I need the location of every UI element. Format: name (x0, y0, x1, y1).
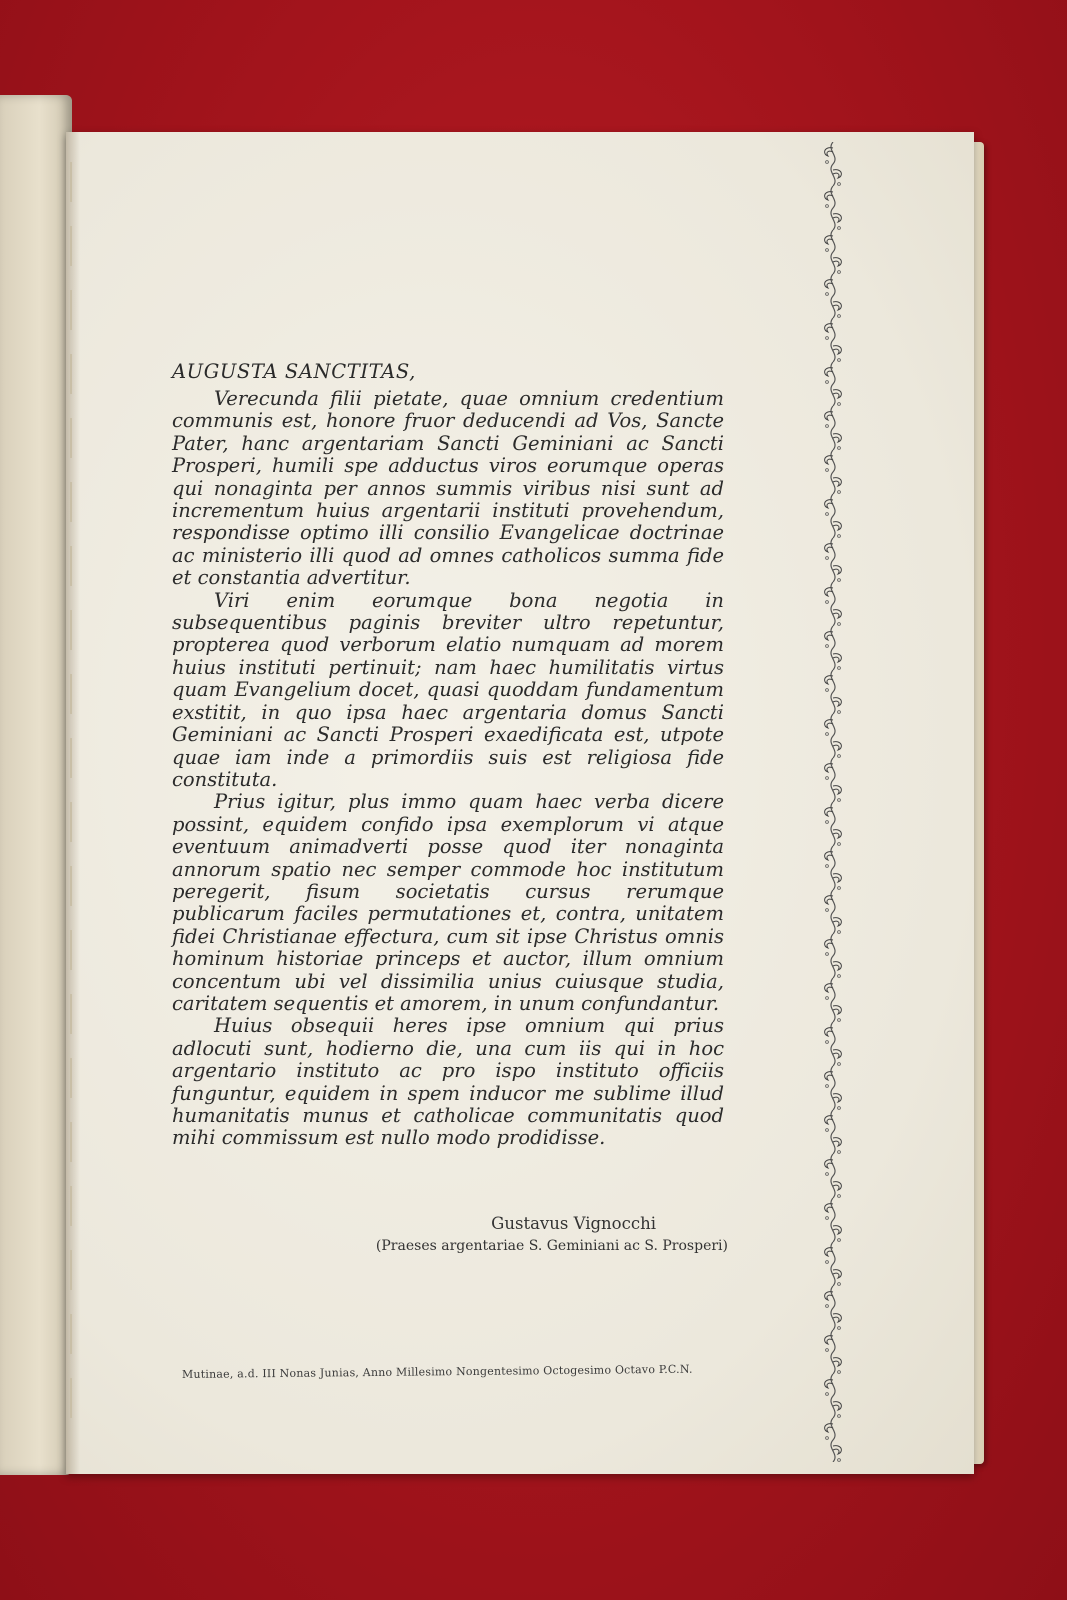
letter-paragraph-2: Viri enim eorumque bona negotia in subsequentibus paginis breviter ultro repetuntur, propterea quod verborum elatio numquam ad morem huius instituti pertinuit; nam haec humilitatis virtus quam Evangelium docet, quasi quoddam fundamentum exstitit, in quo ipsa haec argentaria domus Sancti Geminiani ac Sancti Prosperi exaedificata est, utpote quae iam inde a primordiis suis est religiosa fide constituta. (172, 588, 724, 791)
letter-body (172, 388, 724, 1150)
binding-stitches (68, 162, 74, 1442)
right-page (66, 132, 974, 1474)
letter-paragraph-4: Huius obsequii heres ipse omnium qui prius adlocuti sunt, hodierno die, una cum iis qui in hoc argentario instituto ac pro ispo instituto officiis funguntur, equidem in spem inducor me sublime illud humanitatis munus et catholicae communitatis quod mihi commissum est nullo modo prodidisse. (172, 1014, 724, 1150)
signature-role: (Praeses argentariae S. Geminiani ac S. Prosperi) (375, 1238, 728, 1254)
left-page (0, 95, 72, 1475)
signature-name: Gustavus Vignocchi (491, 1214, 656, 1233)
letter-paragraph-1: Verecunda filii pietate, quae omnium credentium communis est, honore fruor deducendi ad Vos, Sancte Pater, hanc argentariam Sancti Geminiani ac Sancti Prosperi, humili spe adductus viros eorumque operas qui nonaginta per annos summis viribus nisi sunt ad incrementum huius argentarii instituti provehendum, respondisse optimo illi consilio Evangelicae doctrinae ac ministerio illi quod ad omnes catholicos summa fide et constantia advertitur. (172, 387, 724, 590)
letter-paragraph-3: Prius igitur, plus immo quam haec verba dicere possint, equidem confido ipsa exemplorum vi atque eventuum animadverti posse quod iter nonaginta annorum spatio nec semper commode hoc institutum peregerit, fisum societatis cursus rerumque publicarum faciles permutationes et, contra, unitatem fidei Christianae effectura, cum sit ipse Christus omnis hominum historiae princeps et auctor, illum omnium concentum ubi vel dissimilia unius cuiusque studia, caritatem sequentis et amorem, in unum confundantur. (172, 790, 724, 1015)
vine-border-ornament (820, 142, 846, 1462)
colophon: Mutinae, a.d. III Nonas Junias, Anno Millesimo Nongentesimo Octogesimo Octavo P.C.N. (181, 1362, 693, 1381)
letter-salutation: AUGUSTA SANCTITAS, (172, 360, 416, 383)
